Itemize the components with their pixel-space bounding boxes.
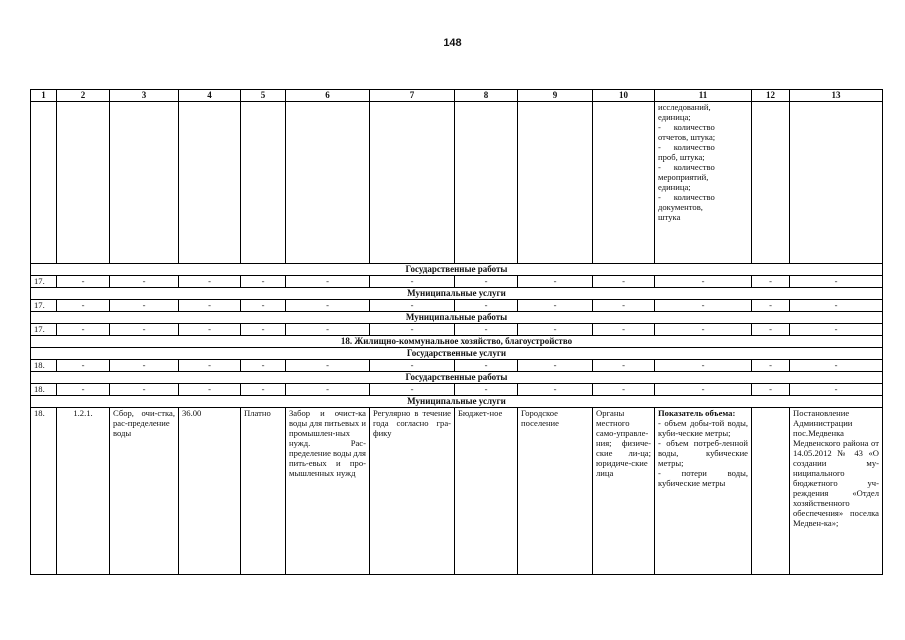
table-row: 17. - - - - - - - - - - - - [31,324,883,336]
column-header: 1 [31,90,57,102]
indicator-title: Показатель объема: [658,408,736,418]
table-row: 18. - - - - - - - - - - - - [31,360,883,372]
indicator-line: исследований, [658,102,711,112]
column-header: 5 [241,90,286,102]
column-header: 10 [593,90,655,102]
indicator-line: отчетов, штука; [658,132,716,142]
column-header: 11 [655,90,752,102]
indicator-line: проб, штука; [658,152,705,162]
indicator-line: - количество [658,162,715,172]
continuation-row [31,102,883,264]
indicator-line: - количество [658,192,715,202]
section-heading: Муниципальные услуги [31,396,883,408]
row-number-cell: 18. [31,408,57,575]
column-header: 3 [110,90,179,102]
column-header: 2 [57,90,110,102]
column-header: 7 [370,90,455,102]
indicator-line: документов, [658,202,703,212]
table-row: 18. - - - - - - - - - - - - [31,384,883,396]
indicator-line: - объем добы-той воды, куби-ческие метры; [658,418,748,438]
empty-cell [752,408,790,575]
periodicity-cell: Регулярно в течение года согласно гра-фику [370,408,455,575]
table-row: 17. - - - - - - - - - - - - [31,300,883,312]
indicator-line: единица; [658,182,691,192]
indicator-line: - количество [658,122,715,132]
section-heading: Государственные работы [31,264,883,276]
section-heading: Муниципальные услуги [31,288,883,300]
indicator-line: единица; [658,112,691,122]
indicator-line: штука [658,212,681,222]
description-cell: Забор и очист-ка воды для питьевых и промышлен-ных нужд. Рас-пределение воды для пить-евых и про-мышленных нужд [286,408,370,575]
okved-cell: 36.00 [179,408,241,575]
column-header: 12 [752,90,790,102]
funding-cell: Бюджет-ное [455,408,518,575]
section-heading: Муниципальные работы [31,312,883,324]
territory-cell: Городское поселение [518,408,593,575]
payment-cell: Платно [241,408,286,575]
code-cell: 1.2.1. [57,408,110,575]
section-heading: Государственные услуги [31,348,883,360]
column-header: 8 [455,90,518,102]
services-table [30,89,883,575]
column-number-row [31,90,883,102]
continuation-indicators-cell [655,102,752,264]
indicator-line: - объем потреб-ленной воды, кубические метры; [658,438,748,468]
column-header: 6 [286,90,370,102]
indicators-cell [655,408,752,575]
section-heading: Государственные работы [31,372,883,384]
indicator-line: - количество [658,142,715,152]
indicator-line: - потери воды, кубические метры [658,468,748,488]
column-header: 4 [179,90,241,102]
table-row: 17. - - - - - - - - - - - - [31,276,883,288]
page-number: 148 [443,37,462,49]
column-header: 13 [790,90,883,102]
service-name-cell: Сбор, очи-стка, рас-пределение воды [110,408,179,575]
section-heading: 18. Жилищно-коммунальное хозяйство, благоустройство [31,336,883,348]
table-row [31,408,883,575]
indicator-line: мероприятий, [658,172,709,182]
consumers-cell: Органы местного само-управле-ния; физиче-ские ли-ца; юридиче-ские лица [593,408,655,575]
column-header: 9 [518,90,593,102]
legal-basis-cell: Постановление Администрации пос.Медвенка Медвенского района от 14.05.2012 № 43 «О создании му-ниципального бюджетного уч-реждения «Отдел хозяйственного обеспечения» поселка Медвен-ка»; [790,408,883,575]
